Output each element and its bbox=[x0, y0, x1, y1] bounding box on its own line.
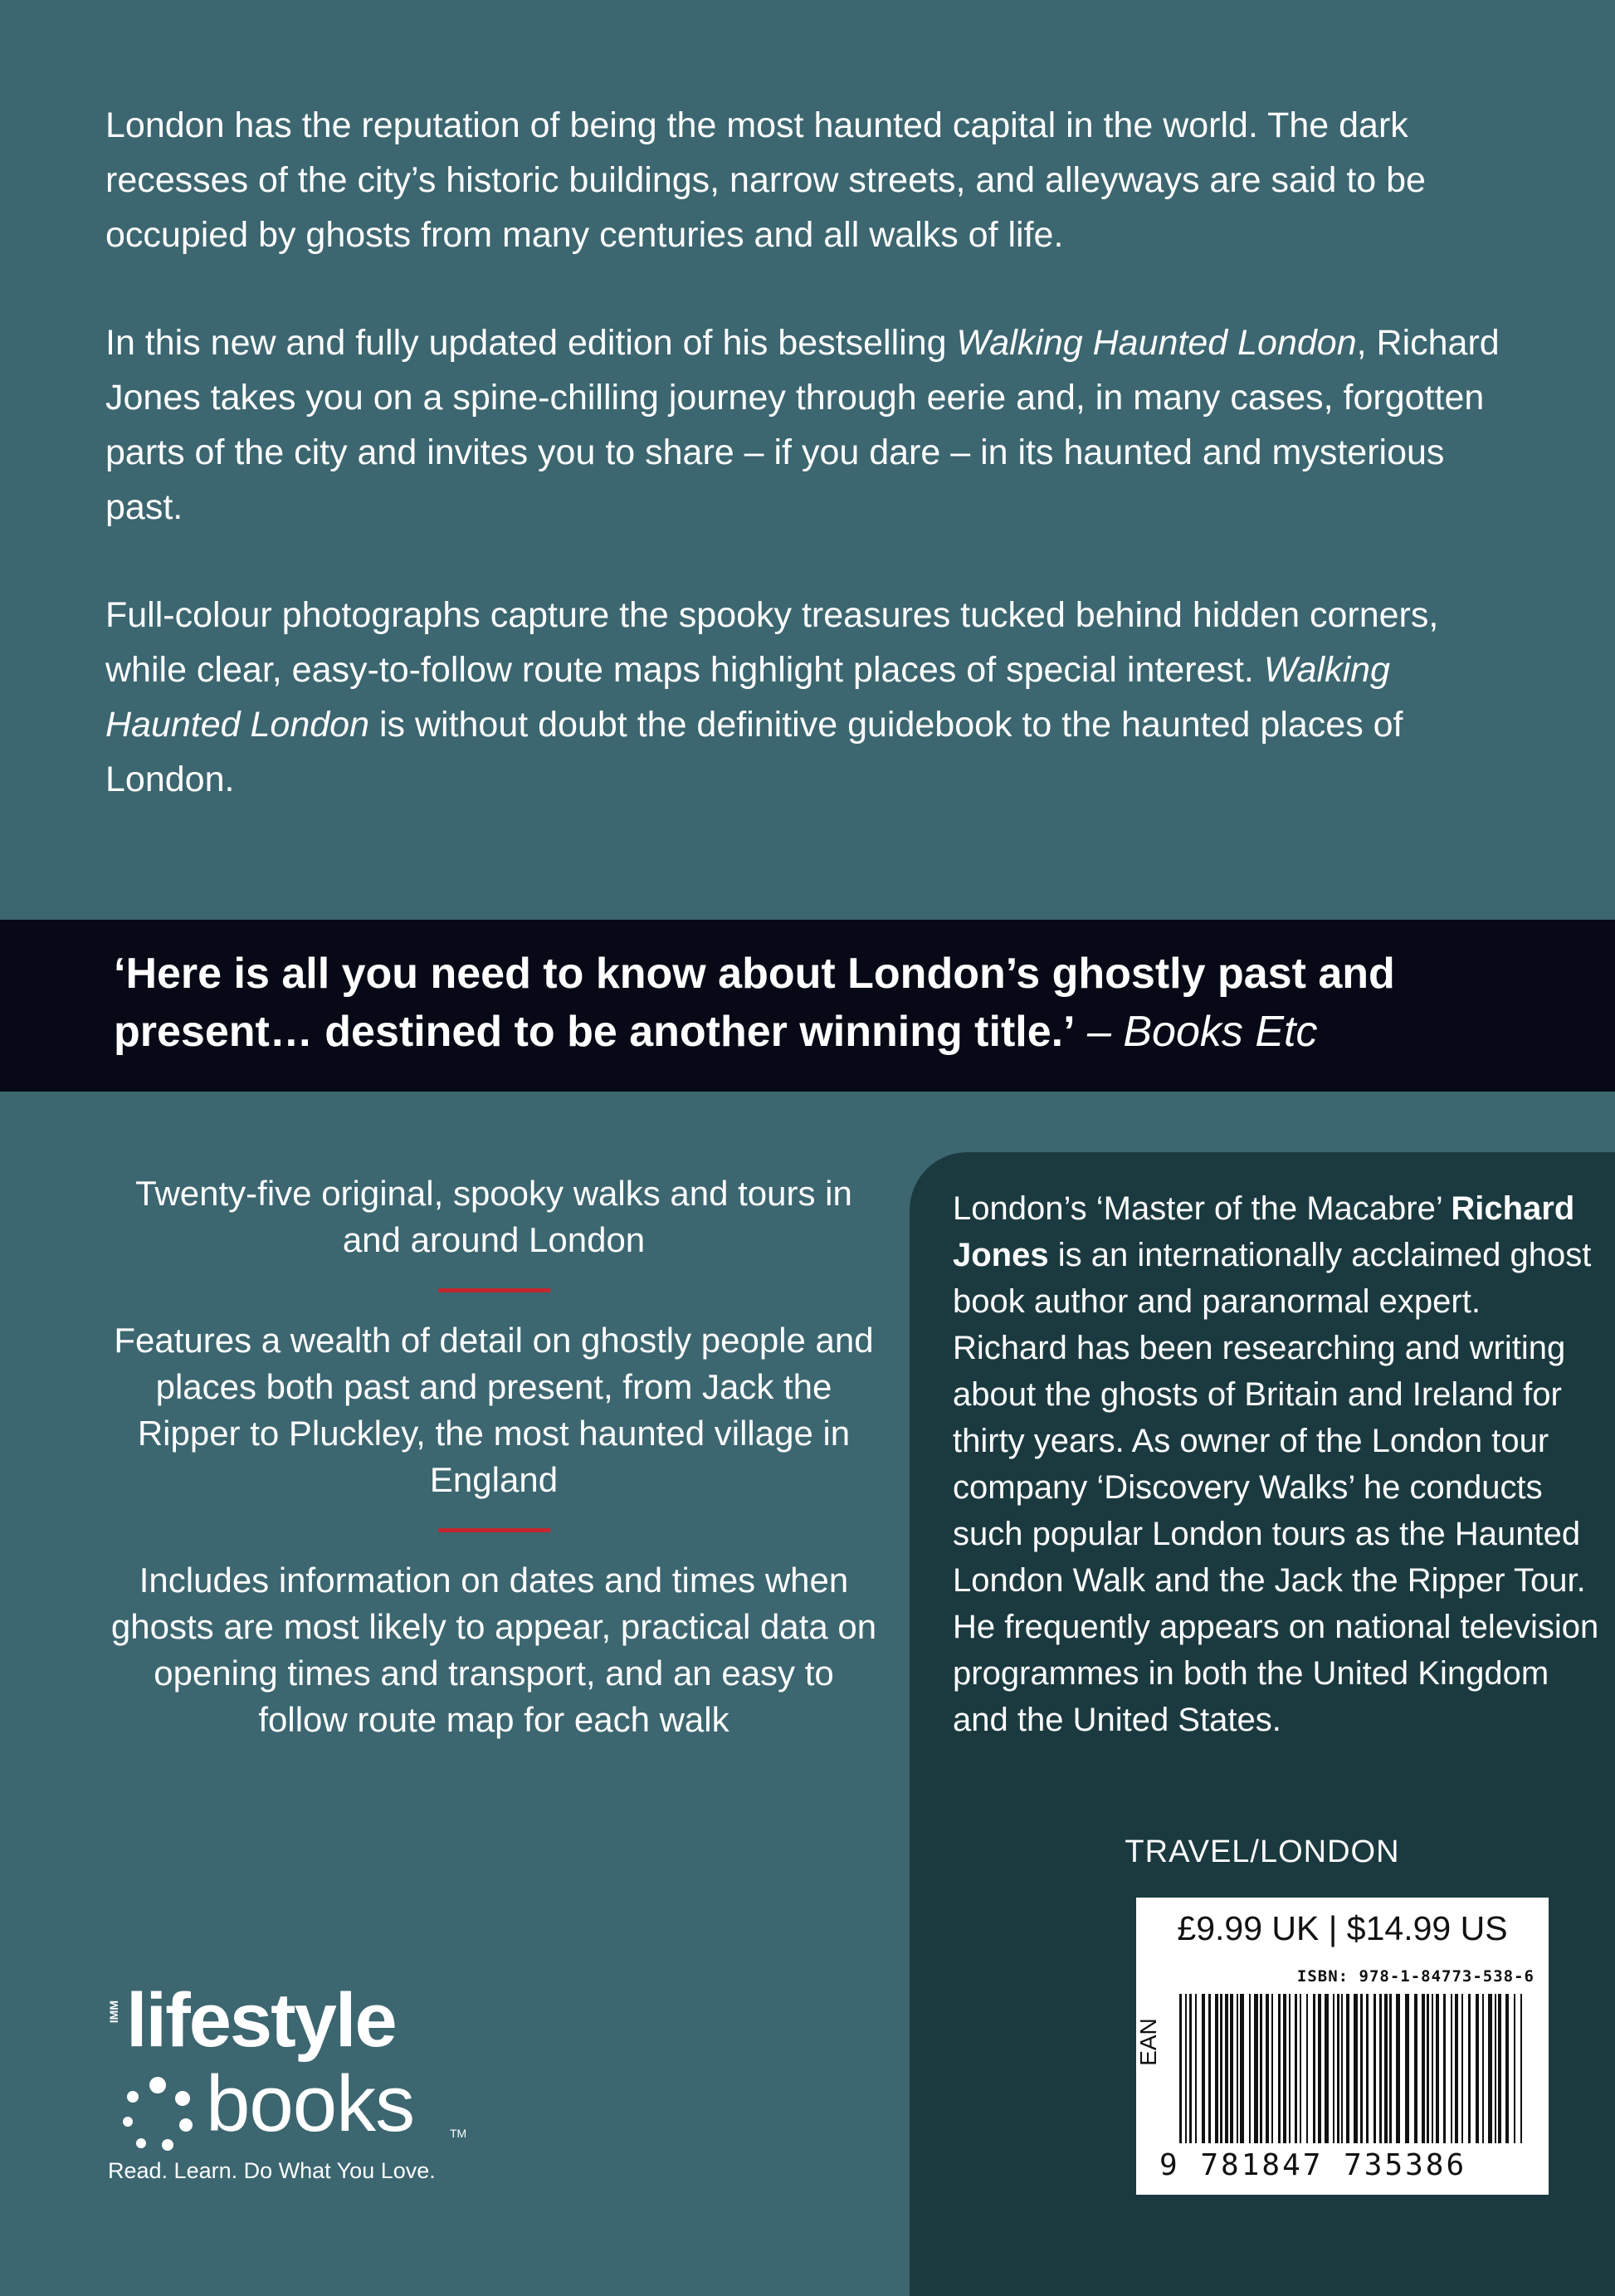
barcode-bar bbox=[1208, 1994, 1211, 2143]
barcode-bar bbox=[1215, 1994, 1218, 2143]
feature-item-3: Includes information on dates and times when ghosts are most likely to appear, practical data on opening times and transport, and an easy to follow route map for each walk bbox=[110, 1561, 877, 1739]
blurb-paragraph-1: London has the reputation of being the most haunted capital in the world. The dark recesses of the city’s historic buildings, narrow streets, and alleyways are said to be occupied by ghosts from many centuries and all walks of life. bbox=[105, 105, 1426, 255]
barcode-bar bbox=[1295, 1994, 1297, 2143]
ean-right-group: 735386 bbox=[1344, 2148, 1467, 2182]
barcode-bar bbox=[1300, 1994, 1301, 2143]
logo-tagline: Read. Learn. Do What You Love. bbox=[108, 2158, 436, 2183]
barcode-bar bbox=[1505, 1994, 1509, 2143]
author-bio-intro: London’s ‘Master of the Macabre’ bbox=[953, 1190, 1452, 1227]
barcode-bar bbox=[1373, 1994, 1376, 2143]
barcode-bar bbox=[1422, 1994, 1425, 2143]
barcode-bar bbox=[1498, 1994, 1501, 2143]
barcode-bar bbox=[1360, 1994, 1363, 2143]
barcode-bar bbox=[1476, 1994, 1479, 2143]
logo-imm: IMM bbox=[107, 2000, 120, 2024]
barcode-bar bbox=[1271, 1994, 1273, 2143]
book-title: Walking Haunted London bbox=[105, 650, 1390, 745]
barcode-bar bbox=[1495, 1994, 1496, 2143]
barcode-bar bbox=[1289, 1994, 1291, 2143]
barcode-bar bbox=[1185, 1994, 1187, 2143]
barcode-bar bbox=[1354, 1994, 1358, 2143]
logo-trademark: TM bbox=[450, 2127, 467, 2140]
barcode-bar bbox=[1366, 1994, 1369, 2143]
barcode-box bbox=[1136, 1898, 1549, 2195]
barcode-bar bbox=[1313, 1994, 1315, 2143]
barcode-bar bbox=[1432, 1994, 1433, 2143]
barcode-bar bbox=[1189, 1994, 1192, 2143]
ean-digits bbox=[1159, 2148, 1533, 2182]
author-name: Richard Jones bbox=[953, 1190, 1575, 1273]
barcode-bar bbox=[1436, 1994, 1439, 2143]
logo-books: books bbox=[206, 2059, 415, 2148]
blurb-text: Full-colour photographs capture the spooky treasures tucked behind hidden corners, while clear, easy-to-follow route maps highlight places of special interest. bbox=[105, 595, 1439, 690]
barcode-bar bbox=[1389, 1994, 1392, 2143]
barcode-bar bbox=[1414, 1994, 1417, 2143]
barcode-bar bbox=[1520, 1994, 1522, 2143]
barcode-bar bbox=[1202, 1994, 1205, 2143]
author-bio bbox=[953, 1185, 1600, 1743]
feature-item-2: Features a wealth of detail on ghostly people and places both past and present, from Jack the Ripper to Pluckley, the most haunted village in England bbox=[114, 1321, 874, 1499]
barcode-bar bbox=[1405, 1994, 1409, 2143]
barcode-bar bbox=[1514, 1994, 1515, 2143]
barcode-bar bbox=[1260, 1994, 1262, 2143]
feature-divider bbox=[438, 1288, 550, 1292]
ean-left-group: 781847 bbox=[1200, 2148, 1324, 2182]
barcode-bar bbox=[1396, 1994, 1400, 2143]
barcode-bar bbox=[1341, 1994, 1343, 2143]
feature-divider bbox=[438, 1528, 550, 1532]
logo-lifestyle: lifestyle bbox=[126, 1978, 396, 2063]
barcode-bar bbox=[1249, 1994, 1251, 2143]
barcode-bar bbox=[1179, 1994, 1182, 2143]
barcode-bar bbox=[1195, 1994, 1197, 2143]
barcode-bar bbox=[1379, 1994, 1382, 2143]
ean-label: EAN bbox=[1134, 2018, 1161, 2066]
barcode-bar bbox=[1461, 1994, 1463, 2143]
barcode-bar bbox=[1427, 1994, 1429, 2143]
dot-cluster-icon bbox=[116, 2074, 199, 2157]
feature-item-1: Twenty-five original, spooky walks and tours in and around London bbox=[135, 1174, 852, 1259]
barcode-bar bbox=[1451, 1994, 1452, 2143]
barcode-bar bbox=[1230, 1994, 1233, 2143]
blurb-text: is without doubt the definitive guidebook to the haunted places of London. bbox=[105, 705, 1403, 799]
barcode-bar bbox=[1220, 1994, 1222, 2143]
barcode-bar bbox=[1337, 1994, 1339, 2143]
author-panel bbox=[910, 1152, 1615, 2296]
quote-dash: – bbox=[1075, 1008, 1124, 1056]
barcode-bar bbox=[1468, 1994, 1471, 2143]
barcode-bar bbox=[1306, 1994, 1308, 2143]
book-title: Walking Haunted London bbox=[956, 323, 1357, 363]
barcode-bar bbox=[1254, 1994, 1258, 2143]
review-quote bbox=[114, 945, 1574, 1061]
barcode-bar bbox=[1283, 1994, 1286, 2143]
blurb-paragraph-2 bbox=[105, 315, 1516, 535]
barcode-bar bbox=[1488, 1994, 1492, 2143]
blurb-text: In this new and fully updated edition of his bestselling bbox=[105, 323, 957, 363]
isbn-label: ISBN: 978-1-84773-538-6 bbox=[1296, 1967, 1534, 1986]
barcode-bar bbox=[1384, 1994, 1388, 2143]
barcode-bar bbox=[1266, 1994, 1269, 2143]
barcode-bar bbox=[1278, 1994, 1281, 2143]
blurb-section bbox=[105, 98, 1516, 860]
blurb-text: , Richard Jones takes you on a spine-chilling journey through eerie and, in many cases, forgotten parts of the city and invites you to share – if you dare – in its haunted and mysterious past. bbox=[105, 323, 1500, 527]
quote-source: Books Etc bbox=[1123, 1008, 1318, 1056]
blurb-paragraph-3 bbox=[105, 588, 1516, 807]
barcode-bar bbox=[1237, 1994, 1238, 2143]
category-label: TRAVEL/LONDON bbox=[1125, 1834, 1400, 1869]
barcode-bar bbox=[1240, 1994, 1244, 2143]
barcode-bar bbox=[1482, 1994, 1484, 2143]
barcode-bar bbox=[1346, 1994, 1349, 2143]
barcode-bar bbox=[1333, 1994, 1334, 2143]
ean-first-digit: 9 bbox=[1159, 2148, 1180, 2182]
barcode-bar bbox=[1225, 1994, 1228, 2143]
barcode-bar bbox=[1443, 1994, 1446, 2143]
barcode-icon bbox=[1179, 1994, 1528, 2143]
barcode-bar bbox=[1455, 1994, 1458, 2143]
price-label: £9.99 UK | $14.99 US bbox=[1177, 1909, 1508, 1947]
quote-text: ‘Here is all you need to know about London’s ghostly past and present… destined to be another winning title.’ bbox=[114, 950, 1395, 1056]
barcode-bar bbox=[1325, 1994, 1329, 2143]
author-bio-text: is an internationally acclaimed ghost book author and paranormal expert. Richard has been researching and writing about the ghosts of Britain and Ireland for thirty years. As owner of the London tour company ‘Discovery Walks’ he conducts such popular London tours as the Haunted London Walk and the Jack the Ripper Tour. He frequently appears on national television programmes in both the United Kingdom and the United States. bbox=[953, 1237, 1599, 1738]
barcode-bar bbox=[1318, 1994, 1321, 2143]
review-quote-band bbox=[0, 920, 1615, 1092]
feature-list bbox=[108, 1170, 880, 1743]
